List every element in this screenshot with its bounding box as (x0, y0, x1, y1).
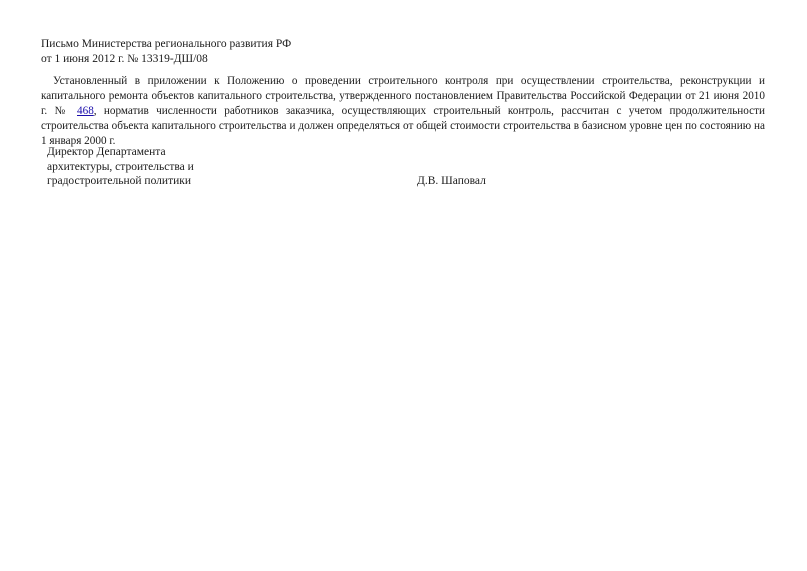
signature-position-line-3: градостроительной политики (47, 175, 191, 187)
document-title: Письмо Министерства регионального развития РФ (41, 38, 292, 50)
document-paragraph (41, 74, 765, 149)
signer-name: Д.В. Шаповал (417, 175, 486, 187)
document-header (41, 37, 291, 67)
paragraph-text-start: Установленный в приложении к Положению о проведении строительного контроля при осуществлении строительства, реконструкции и капитального ремонта объектов капитального строительства, утвержденного постановлением Правительства Российской Федерации от 21 июня 2010 г. № (41, 75, 765, 117)
resolution-468-link[interactable]: 468 (77, 105, 94, 117)
signature-position-line-2: архитектуры, строительства и (47, 160, 194, 173)
signature-position-line-1: Директор Департамента (47, 146, 166, 158)
document-date-number: от 1 июня 2012 г. № 13319-ДШ/08 (41, 53, 208, 65)
signature-position (47, 145, 194, 189)
paragraph-text-end: , норматив численности работников заказчика, осуществляющих строительный контроль, рассчитан с учетом продолжительности строительства объекта капитального строительства и должен определяться от общей стоимости строительства в базисном уровне цен по состоянию на 1 января 2000 г. (41, 105, 765, 147)
